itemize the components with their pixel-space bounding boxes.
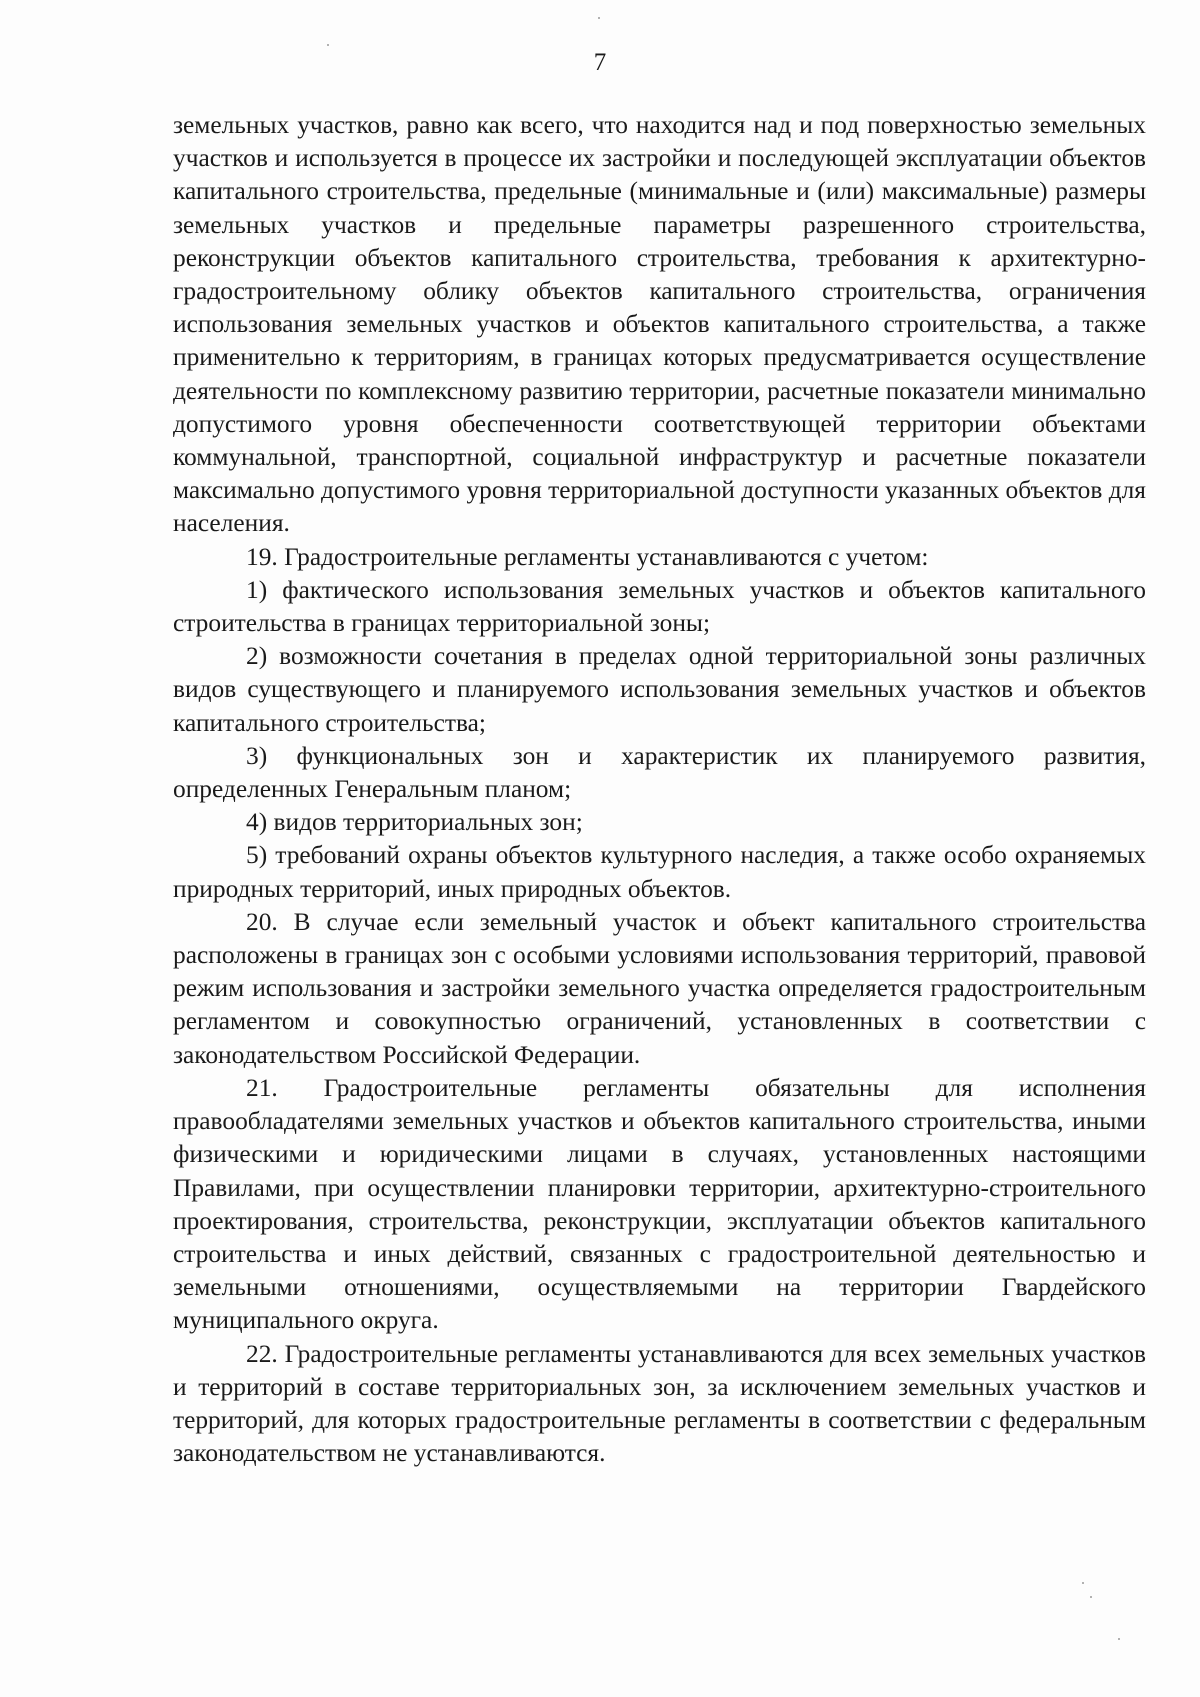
scan-speck bbox=[1118, 1638, 1120, 1640]
paragraph-item-19-1: 1) фактического использования земельных участков и объектов капитального строительства в границах территориальной зоны; bbox=[173, 575, 1146, 638]
paragraph-continuation: земельных участков, равно как всего, что находится над и под поверхностью земельных участков и используется в процессе их застройки и последующей эксплуатации объектов капитального строительства, предельные (минимальные и (или) максимальные) размеры земельных участков и предельные параметры разрешенного строительства, реконструкции объектов капитального строительства, требования к архитектурно-градостроительному облику объектов капитального строительства, ограничения использования земельных участков и объектов капитального строительства, а также применительно к территориям, в границах которых предусматривается осуществление деятельности по комплексному развитию территории, расчетные показатели минимально допустимого уровня обеспеченности соответствующей территории объектами коммунальной, транспортной, социальной инфраструктур и расчетные показатели максимально допустимого уровня территориальной доступности указанных объектов для населения. bbox=[173, 111, 1146, 538]
paragraph-item-19-3: 3) функциональных зон и характеристик их планируемого развития, определенных Генеральным планом; bbox=[173, 741, 1146, 804]
paragraph-item-22: 22. Градостроительные регламенты устанавливаются для всех земельных участков и территорий в составе территориальных зон, за исключением земельных участков и территорий, для которых градостроительные регламенты в соответствии с федеральным законодательством не устанавливаются. bbox=[173, 1339, 1146, 1468]
paragraph-item-20: 20. В случае если земельный участок и объект капитального строительства расположены в границах зон с особыми условиями использования территорий, правовой режим использования и застройки земельного участка определяется градостроительным регламентом и совокупностью ограничений, установленных в соответствии с законодательством Российской Федерации. bbox=[173, 907, 1146, 1069]
document-body bbox=[173, 109, 1146, 1470]
paragraph-item-21: 21. Градостроительные регламенты обязательны для исполнения правообладателями земельных участков и объектов капитального строительства, иными физическими и юридическими лицами в случаях, установленных настоящими Правилами, при осуществлении планировки территории, архитектурно-строительного проектирования, строительства, реконструкции, эксплуатации объектов капитального строительства и иных действий, связанных с градостроительной деятельностью и земельными отношениями, осуществляемыми на территории Гвардейского муниципального округа. bbox=[173, 1073, 1146, 1335]
page-number: 7 bbox=[593, 49, 607, 76]
scan-speck bbox=[327, 44, 329, 46]
paragraph-item-19-4: 4) видов территориальных зон; bbox=[246, 808, 583, 837]
paragraph-item-19-5: 5) требований охраны объектов культурного наследия, а также особо охраняемых природных территорий, иных природных объектов. bbox=[173, 841, 1146, 903]
scan-speck bbox=[598, 17, 600, 19]
scan-speck bbox=[1082, 1582, 1084, 1584]
paragraph-item-19: 19. Градостроительные регламенты устанавливаются с учетом: bbox=[246, 542, 929, 571]
scan-speck bbox=[1090, 1596, 1092, 1598]
paragraph-item-19-2: 2) возможности сочетания в пределах одной территориальной зоны различных видов существующего и планируемого использования земельных участков и объектов капитального строительства; bbox=[173, 642, 1146, 737]
